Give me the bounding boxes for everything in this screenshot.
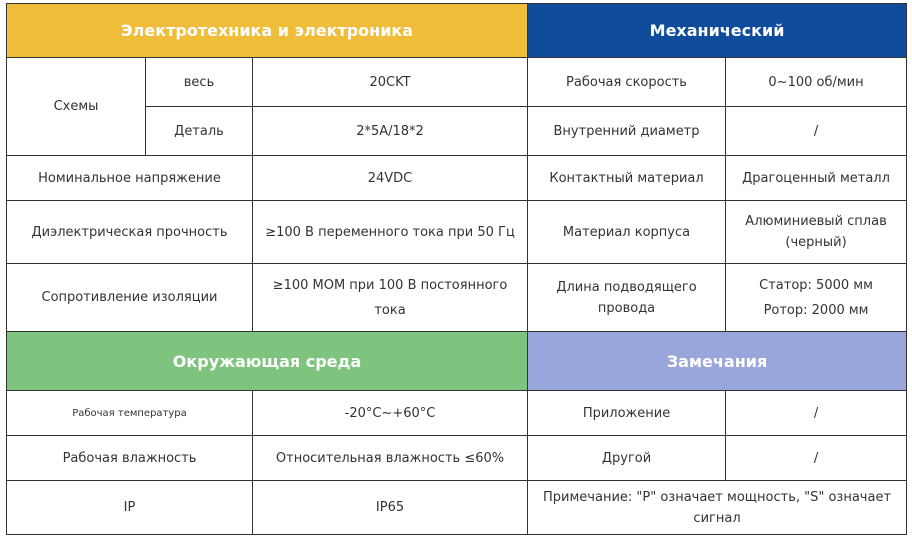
temperature-label: Рабочая температура <box>7 391 253 436</box>
table-row <box>7 481 907 535</box>
table-row <box>7 436 907 481</box>
other-value: / <box>726 436 907 481</box>
lead-stator: Статор: 5000 мм <box>759 277 873 293</box>
housing-label: Материал корпуса <box>528 201 726 264</box>
insulation-value: ≥100 МОМ при 100 В постоянного тока <box>253 264 528 332</box>
remarks-header: Замечания <box>528 332 907 391</box>
humidity-label: Рабочая влажность <box>7 436 253 481</box>
housing-value: Алюминиевый сплав (черный) <box>726 201 907 264</box>
lead-rotor: Ротор: 2000 мм <box>763 302 869 318</box>
insulation-label: Сопротивление изоляции <box>7 264 253 332</box>
environment-header: Окружающая среда <box>7 332 528 391</box>
speed-value: 0~100 об/мин <box>726 58 907 107</box>
contact-label: Контактный материал <box>528 156 726 201</box>
temperature-value: -20°C~+60°C <box>253 391 528 436</box>
remarks-note: Примечание: "P" означает мощность, "S" означает сигнал <box>528 481 907 535</box>
mechanical-header: Механический <box>528 4 907 58</box>
ip-label: IP <box>7 481 253 535</box>
detail-value: 2*5A/18*2 <box>253 107 528 156</box>
table-row <box>7 58 907 107</box>
ip-value: IP65 <box>253 481 528 535</box>
lead-length-value <box>726 264 907 332</box>
lead-length-label: Длина подводящего провода <box>528 264 726 332</box>
application-label: Приложение <box>528 391 726 436</box>
dielectric-value: ≥100 В переменного тока при 50 Гц <box>253 201 528 264</box>
whole-label: весь <box>146 58 253 107</box>
table-row <box>7 264 907 332</box>
whole-value: 20CKT <box>253 58 528 107</box>
contact-value: Драгоценный металл <box>726 156 907 201</box>
spec-table <box>6 3 907 535</box>
humidity-value: Относительная влажность ≤60% <box>253 436 528 481</box>
speed-label: Рабочая скорость <box>528 58 726 107</box>
dielectric-label: Диэлектрическая прочность <box>7 201 253 264</box>
table-row <box>7 391 907 436</box>
table-row <box>7 201 907 264</box>
circuits-label: Схемы <box>7 58 146 156</box>
inner-diameter-value: / <box>726 107 907 156</box>
voltage-label: Номинальное напряжение <box>7 156 253 201</box>
other-label: Другой <box>528 436 726 481</box>
section-header-row <box>7 332 907 391</box>
spec-table-wrapper <box>6 3 907 535</box>
electrical-header: Электротехника и электроника <box>7 4 528 58</box>
inner-diameter-label: Внутренний диаметр <box>528 107 726 156</box>
detail-label: Деталь <box>146 107 253 156</box>
voltage-value: 24VDC <box>253 156 528 201</box>
application-value: / <box>726 391 907 436</box>
table-row <box>7 156 907 201</box>
section-header-row <box>7 4 907 58</box>
